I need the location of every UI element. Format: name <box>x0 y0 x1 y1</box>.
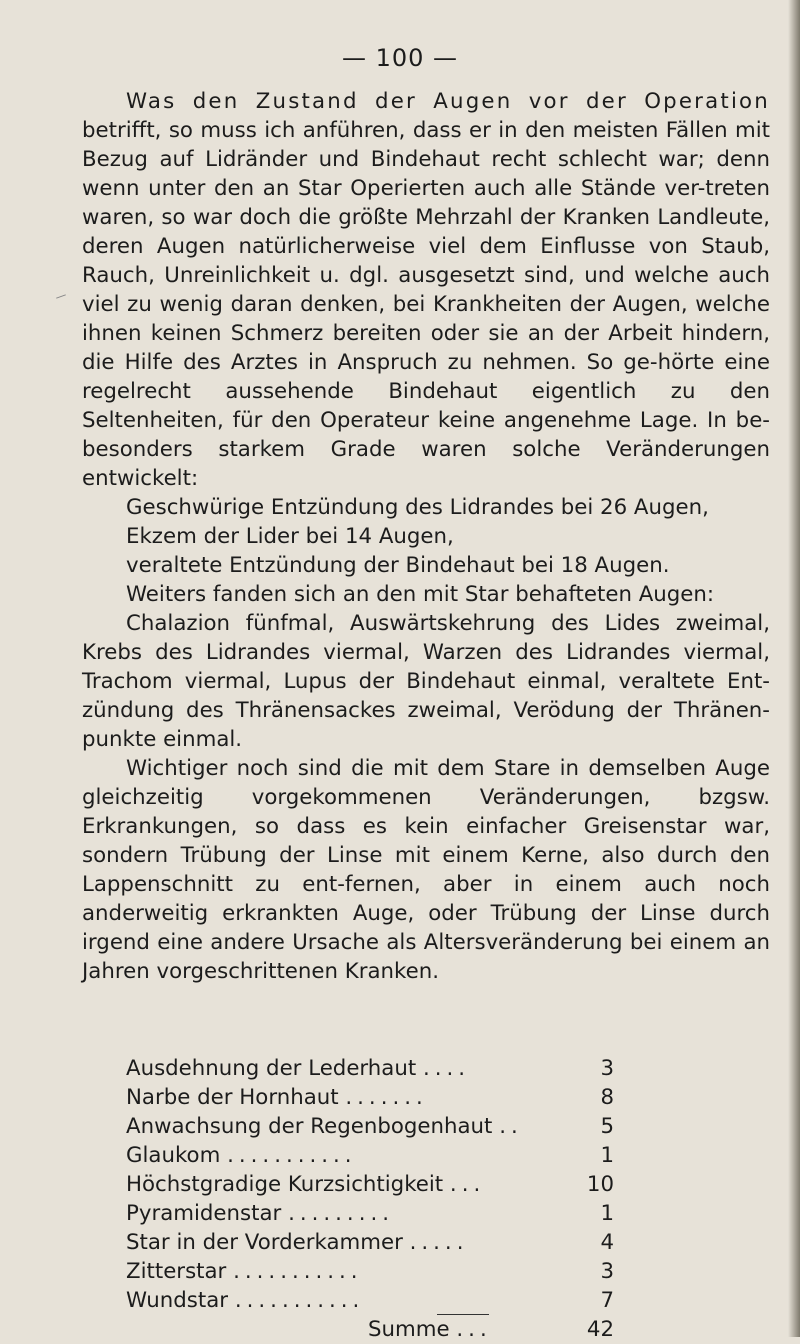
sum-rule <box>437 1314 489 1315</box>
complications-table <box>126 1054 626 1344</box>
paragraph-wichtiger: Wichtiger noch sind die mit dem Stare in demselben Auge gleichzeitig vorgekommenen Veränderungen, bzgsw. Erkrankungen, so dass es kein einfacher Greisenstar war, sondern Trübung der Linse mit einem Kerne, also durch den Lappenschnitt zu ent-fernen, aber in einem auch noch anderweitig erkrankten Auge, oder Trübung der Linse durch irgend eine andere Ursache als Altersveränderung bei einem an Jahren vorgeschrittenen Kranken. <box>82 756 770 984</box>
paragraph-intro <box>82 87 770 493</box>
row-count: 8 <box>600 1085 614 1110</box>
list-item: Geschwürige Entzündung des Lidrandes bei 26 Augen, <box>126 495 709 520</box>
table-row <box>126 1083 626 1112</box>
row-dots: .. <box>499 1114 523 1139</box>
page-number: — 100 — <box>341 44 459 72</box>
row-count: 7 <box>600 1288 614 1313</box>
row-count: 3 <box>600 1259 614 1284</box>
list-item: veraltete Entzündung der Bindehaut bei 18 Augen. <box>126 553 670 578</box>
paragraph-chalazion: Chalazion fünfmal, Auswärtskehrung des Lides zweimal, Krebs des Lidrandes viermal, Warzen des Lidrandes viermal, Trachom viermal, Lupus der Bindehaut einmal, veraltete Ent-zündung des Thränensackes zweimal, Verödung der Thränen-punkte einmal. <box>82 611 770 752</box>
row-label: Narbe der Hornhaut <box>126 1085 339 1110</box>
list-item: Ekzem der Lider bei 14 Augen, <box>126 524 454 549</box>
table-total-row <box>126 1315 626 1344</box>
list-item: Weiters fanden sich an den mit Star behafteten Augen: <box>126 582 715 607</box>
row-dots: ......... <box>288 1201 395 1226</box>
findings-list <box>82 493 770 609</box>
table-row <box>126 1257 626 1286</box>
table-row <box>126 1228 626 1257</box>
total-dots: ... <box>456 1317 492 1342</box>
table-row <box>126 1141 626 1170</box>
body-text <box>82 87 770 986</box>
table-row <box>126 1170 626 1199</box>
row-dots: ..... <box>409 1230 469 1255</box>
row-count: 3 <box>600 1056 614 1081</box>
row-dots: ... <box>449 1172 486 1197</box>
page-edge-shadow <box>788 0 800 1337</box>
row-dots: ........... <box>227 1143 357 1168</box>
row-dots: .... <box>422 1056 471 1081</box>
paragraph-intro-lead: Was den Zustand der Augen vor der Operation <box>126 89 770 114</box>
table-row <box>126 1286 626 1315</box>
row-count: 1 <box>600 1201 614 1226</box>
row-label: Glaukom <box>126 1143 221 1168</box>
total-count: 42 <box>586 1317 614 1342</box>
row-count: 5 <box>600 1114 614 1139</box>
row-label: Wundstar <box>126 1288 229 1313</box>
margin-mark <box>56 294 66 298</box>
row-label: Zitterstar <box>126 1259 227 1284</box>
row-count: 10 <box>586 1172 614 1197</box>
total-label: Summe <box>368 1317 450 1342</box>
row-label: Pyramidenstar <box>126 1201 282 1226</box>
table-row <box>126 1199 626 1228</box>
row-dots: ........... <box>233 1259 363 1284</box>
row-label: Höchstgradige Kurzsichtigkeit <box>126 1172 444 1197</box>
row-count: 1 <box>600 1143 614 1168</box>
paragraph-intro-text: betrifft, so muss ich anführen, dass er in den meisten Fällen mit Bezug auf Lidränder und Bindehaut recht schlecht war; denn wenn unter den an Star Operierten auch alle Stände ver-treten waren, so war doch die größte Mehrzahl der Kranken Landleute, deren Augen natürlicherweise viel dem Einflusse von Staub, Rauch, Unreinlichkeit u. dgl. ausgesetzt sind, und welche auch viel zu wenig daran denken, bei Krankheiten der Augen, welche ihnen keinen Schmerz bereiten oder sie an der Arbeit hindern, die Hilfe des Arztes in Anspruch zu nehmen. So ge-hörte eine regelrecht aussehende Bindehaut eigentlich zu den Seltenheiten, für den Operateur keine angenehme Lage. In be-besonders starkem Grade waren solche Veränderungen entwickelt: <box>82 118 770 491</box>
table-row <box>126 1054 626 1083</box>
row-label: Star in der Vorderkammer <box>126 1230 403 1255</box>
row-dots: ....... <box>345 1085 428 1110</box>
row-count: 4 <box>600 1230 614 1255</box>
row-dots: ........... <box>234 1288 365 1313</box>
row-label: Anwachsung der Regenbogenhaut <box>126 1114 493 1139</box>
row-label: Ausdehnung der Lederhaut <box>126 1056 417 1081</box>
table-row <box>126 1112 626 1141</box>
